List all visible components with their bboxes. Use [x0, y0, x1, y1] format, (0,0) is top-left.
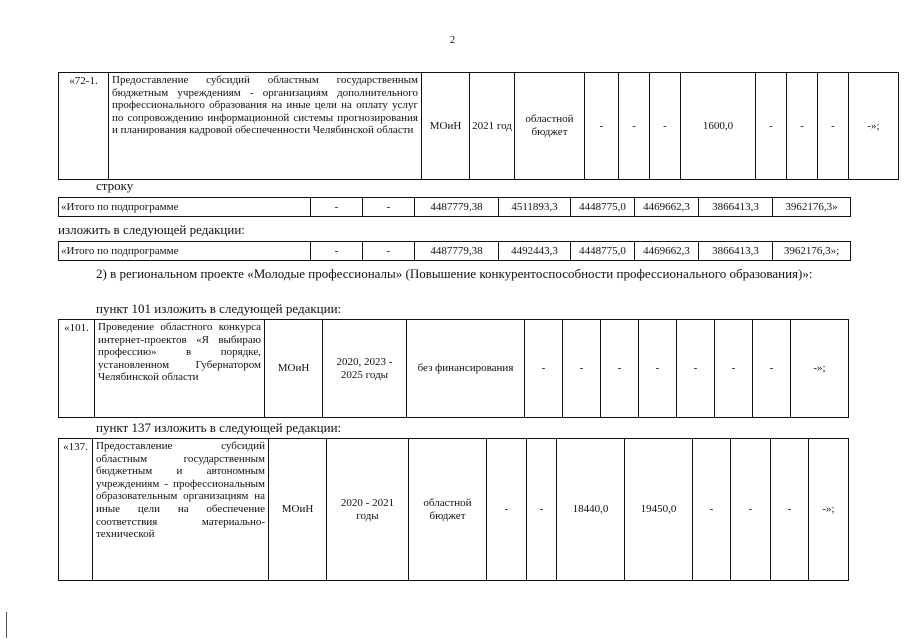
executor: МОиН [269, 439, 327, 581]
itogo-label: «Итого по подпрограмме [59, 242, 311, 261]
row-end: -»; [849, 73, 899, 180]
executor: МОиН [265, 320, 323, 418]
value-cell: 4487779,38 [415, 198, 499, 217]
table-itogo-old [58, 197, 851, 217]
value-cell: - [525, 320, 563, 418]
text-point-137: пункт 137 изложить в следующей редакции: [96, 420, 342, 435]
value-cell: - [650, 73, 681, 180]
funding-source: областной бюджет [515, 73, 585, 180]
text-point-101: пункт 101 изложить в следующей редакции: [96, 301, 342, 316]
row-end: -»; [809, 439, 849, 581]
value-cell: 3866413,3 [699, 198, 773, 217]
value-cell: - [677, 320, 715, 418]
value-cell: - [363, 242, 415, 261]
table-item-137 [58, 438, 849, 581]
funding-source: без финансирования [407, 320, 525, 418]
text-stroku: строку [96, 178, 134, 193]
executor: МОиН [422, 73, 470, 180]
value-cell: - [311, 242, 363, 261]
page-number: 2 [449, 34, 456, 46]
value-cell: 4448775,0 [571, 198, 635, 217]
value-cell: - [787, 73, 818, 180]
funding-source: областной бюджет [409, 439, 487, 581]
item-description: Предоставление субсидий областным государственным бюджетным и автономным учреждениям - профессиональным образовательным организациям на иные цели на обеспечение соответствия материально-технической [93, 439, 269, 581]
value-cell: 18440,0 [557, 439, 625, 581]
value-cell: 3962176,3» [773, 198, 851, 217]
table-item-101 [58, 319, 849, 418]
value-cell: - [771, 439, 809, 581]
term: 2020, 2023 - 2025 годы [323, 320, 407, 418]
value-cell: 4448775,0 [571, 242, 635, 261]
value-cell: - [756, 73, 787, 180]
row-end: -»; [791, 320, 849, 418]
value-cell: - [601, 320, 639, 418]
term: 2020 - 2021 годы [327, 439, 409, 581]
value-cell: - [619, 73, 650, 180]
paragraph-regional-project: 2) в региональном проекте «Молодые профессионалы» (Повышение конкурентоспособности профессионального образования)»: [96, 266, 813, 281]
value-cell: - [563, 320, 601, 418]
value-cell: 4469662,3 [635, 242, 699, 261]
value-cell: - [818, 73, 849, 180]
value-cell: - [753, 320, 791, 418]
item-number: «72-1. [59, 73, 109, 180]
value-cell: - [585, 73, 619, 180]
value-cell: 1600,0 [681, 73, 756, 180]
item-number: «137. [59, 439, 93, 581]
value-cell: - [639, 320, 677, 418]
value-cell: - [363, 198, 415, 217]
value-cell: 19450,0 [625, 439, 693, 581]
scan-edge-mark [6, 612, 7, 638]
item-description: Проведение областного конкурса интернет-проектов «Я выбираю профессию» в порядке, установленном Губернатором Челябинской области [95, 320, 265, 418]
value-cell: - [693, 439, 731, 581]
value-cell: - [311, 198, 363, 217]
value-cell: 4469662,3 [635, 198, 699, 217]
item-description: Предоставление субсидий областным государственным бюджетным учреждениям - организациям дополнительного профессионального образования на иные цели на оплату услуг по сопровождению информационной системы прогнозирования и планирования кадровой обеспеченности Челябинской области [109, 73, 422, 180]
text-izlozhit: изложить в следующей редакции: [58, 222, 245, 237]
term: 2021 год [470, 73, 515, 180]
value-cell: 3962176,3»; [773, 242, 851, 261]
itogo-label: «Итого по подпрограмме [59, 198, 311, 217]
value-cell: 4511893,3 [499, 198, 571, 217]
table-itogo-new [58, 241, 851, 261]
table-item-72-1 [58, 72, 899, 180]
value-cell: - [731, 439, 771, 581]
value-cell: - [487, 439, 527, 581]
value-cell: 4487779,38 [415, 242, 499, 261]
item-number: «101. [59, 320, 95, 418]
value-cell: - [715, 320, 753, 418]
value-cell: 3866413,3 [699, 242, 773, 261]
value-cell: 4492443,3 [499, 242, 571, 261]
value-cell: - [527, 439, 557, 581]
